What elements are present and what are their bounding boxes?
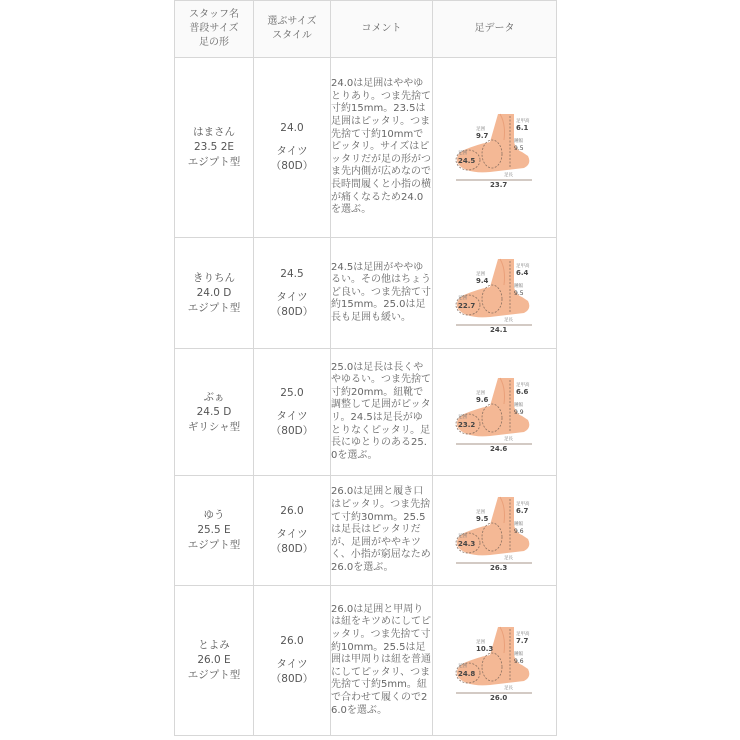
comment-cell: 26.0は足囲と甲周りは紐をキツめにしてピッタリ。つま先捨て寸約10mm。25.5は足囲は甲周りは紐を普通にしてピッタリ、つま先捨て寸約5mm。紐で合わせて履くので26.0を選ぶ。 bbox=[331, 586, 433, 736]
value-length: 24.6 bbox=[489, 445, 507, 452]
selected-size: 24.0 bbox=[280, 122, 304, 134]
comment-cell: 24.5は足囲がややゆるい。その他はちょうど良い。つま先捨て寸約15mm。25.0は足長も足囲も緩い。 bbox=[331, 238, 433, 349]
table-row bbox=[175, 238, 557, 349]
label-length: 足長 bbox=[503, 437, 513, 442]
label-heel: 踵幅 bbox=[513, 403, 523, 408]
foot-diagram bbox=[450, 621, 540, 701]
foot-data-cell bbox=[433, 586, 557, 736]
table-row bbox=[175, 476, 557, 586]
style-label: タイツ （80D） bbox=[270, 528, 314, 555]
label-toe: 足甲高 bbox=[515, 264, 529, 269]
label-heel: 踵幅 bbox=[513, 521, 523, 527]
value-ball: 24.8 bbox=[457, 669, 475, 678]
value-instep: 9.4 bbox=[475, 277, 488, 285]
label-toe: 足甲高 bbox=[515, 383, 529, 388]
value-ball: 23.2 bbox=[457, 421, 475, 429]
foot-data-cell bbox=[433, 238, 557, 349]
label-instep: 足囲 bbox=[475, 272, 485, 277]
style-label: タイツ （80D） bbox=[270, 290, 314, 318]
table-row bbox=[175, 349, 557, 476]
value-length: 26.3 bbox=[489, 563, 507, 571]
value-length: 23.7 bbox=[489, 180, 507, 188]
value-heel: 9.6 bbox=[513, 527, 524, 535]
value-instep: 10.3 bbox=[475, 644, 493, 653]
table-row bbox=[175, 58, 557, 238]
foot-diagram bbox=[450, 372, 540, 452]
value-instep: 9.6 bbox=[475, 396, 488, 404]
value-heel: 9.9 bbox=[513, 409, 524, 416]
foot-data-cell bbox=[433, 58, 557, 238]
label-length: 足長 bbox=[503, 318, 513, 323]
value-ball: 24.5 bbox=[457, 156, 475, 165]
label-ball: 足囲 bbox=[457, 533, 467, 539]
staff-cell: ぶぁ 24.5 D ギリシャ型 bbox=[175, 349, 254, 476]
foot-diagram bbox=[450, 253, 540, 333]
label-ball: 足囲 bbox=[457, 415, 467, 420]
value-heel: 9.5 bbox=[513, 144, 524, 152]
style-label: タイツ （80D） bbox=[270, 658, 314, 685]
value-toe: 6.1 bbox=[515, 123, 528, 132]
header-size: 選ぶサイズ スタイル bbox=[254, 1, 331, 58]
foot-diagram bbox=[450, 491, 540, 571]
staff-cell: とよみ 26.0 E エジプト型 bbox=[175, 586, 254, 736]
label-ball: 足囲 bbox=[457, 663, 467, 669]
size-cell bbox=[254, 586, 331, 736]
value-toe: 6.6 bbox=[515, 388, 528, 396]
value-toe: 6.7 bbox=[515, 506, 528, 515]
size-cell bbox=[254, 58, 331, 238]
value-instep: 9.7 bbox=[475, 131, 488, 140]
style-label: タイツ （80D） bbox=[270, 145, 314, 172]
comment-cell: 26.0は足囲と履き口はピッタリ。つま先捨て寸約30mm。25.5は足長はピッタリだが、足囲がややキツく、小指が窮屈なため26.0を選ぶ。 bbox=[331, 476, 433, 586]
selected-size: 25.0 bbox=[280, 386, 304, 399]
staff-cell: きりちん 24.0 D エジプト型 bbox=[175, 238, 254, 349]
style-label: タイツ （80D） bbox=[270, 409, 314, 437]
label-instep: 足囲 bbox=[475, 509, 485, 515]
value-heel: 9.6 bbox=[513, 657, 524, 665]
label-instep: 足囲 bbox=[475, 391, 485, 396]
label-toe: 足甲高 bbox=[515, 631, 529, 637]
label-length: 足長 bbox=[503, 685, 513, 691]
value-instep: 9.5 bbox=[475, 514, 488, 523]
value-heel: 9.5 bbox=[513, 290, 524, 297]
staff-cell: ゆう 25.5 E エジプト型 bbox=[175, 476, 254, 586]
value-length: 26.0 bbox=[489, 693, 507, 701]
size-comparison-table bbox=[174, 0, 557, 736]
label-instep: 足囲 bbox=[475, 126, 485, 132]
label-heel: 踵幅 bbox=[513, 284, 523, 289]
selected-size: 26.0 bbox=[280, 505, 304, 517]
selected-size: 26.0 bbox=[280, 635, 304, 647]
label-instep: 足囲 bbox=[475, 639, 485, 645]
label-length: 足長 bbox=[503, 172, 513, 178]
label-heel: 踵幅 bbox=[513, 651, 523, 657]
comment-cell: 24.0は足囲はややゆとりあり。つま先捨て寸約15mm。23.5は足囲はピッタリ。つま先捨て寸約10mmでピッタリ。サイズはピッタリだが足の形がつま先内側が広めなので長時間履くと小指の横が痛くなるため24.0を選ぶ。 bbox=[331, 58, 433, 238]
table-row bbox=[175, 586, 557, 736]
label-ball: 足囲 bbox=[457, 150, 467, 156]
label-ball: 足囲 bbox=[457, 296, 467, 301]
size-cell bbox=[254, 476, 331, 586]
label-toe: 足甲高 bbox=[515, 118, 529, 124]
value-ball: 22.7 bbox=[457, 302, 475, 310]
header-row bbox=[175, 1, 557, 58]
staff-cell: はまさん 23.5 2E エジプト型 bbox=[175, 58, 254, 238]
size-cell bbox=[254, 349, 331, 476]
label-heel: 踵幅 bbox=[513, 138, 523, 144]
value-toe: 7.7 bbox=[515, 636, 528, 645]
comment-cell: 25.0は足長は長くややゆるい。つま先捨て寸約20mm。紐靴で調整して足囲がピッタリ。24.5は足長がゆとりなくピッタリ。足長にゆとりのある25.0を選ぶ。 bbox=[331, 349, 433, 476]
header-comment: コメント bbox=[331, 1, 433, 58]
foot-diagram bbox=[450, 108, 540, 188]
value-length: 24.1 bbox=[489, 326, 507, 333]
foot-data-cell bbox=[433, 349, 557, 476]
label-toe: 足甲高 bbox=[515, 501, 529, 507]
value-ball: 24.3 bbox=[457, 539, 475, 548]
value-toe: 6.4 bbox=[515, 269, 528, 277]
header-staff: スタッフ名 普段サイズ 足の形 bbox=[175, 1, 254, 58]
size-cell bbox=[254, 238, 331, 349]
foot-data-cell bbox=[433, 476, 557, 586]
label-length: 足長 bbox=[503, 555, 513, 561]
selected-size: 24.5 bbox=[280, 267, 304, 280]
header-data: 足データ bbox=[433, 1, 557, 58]
